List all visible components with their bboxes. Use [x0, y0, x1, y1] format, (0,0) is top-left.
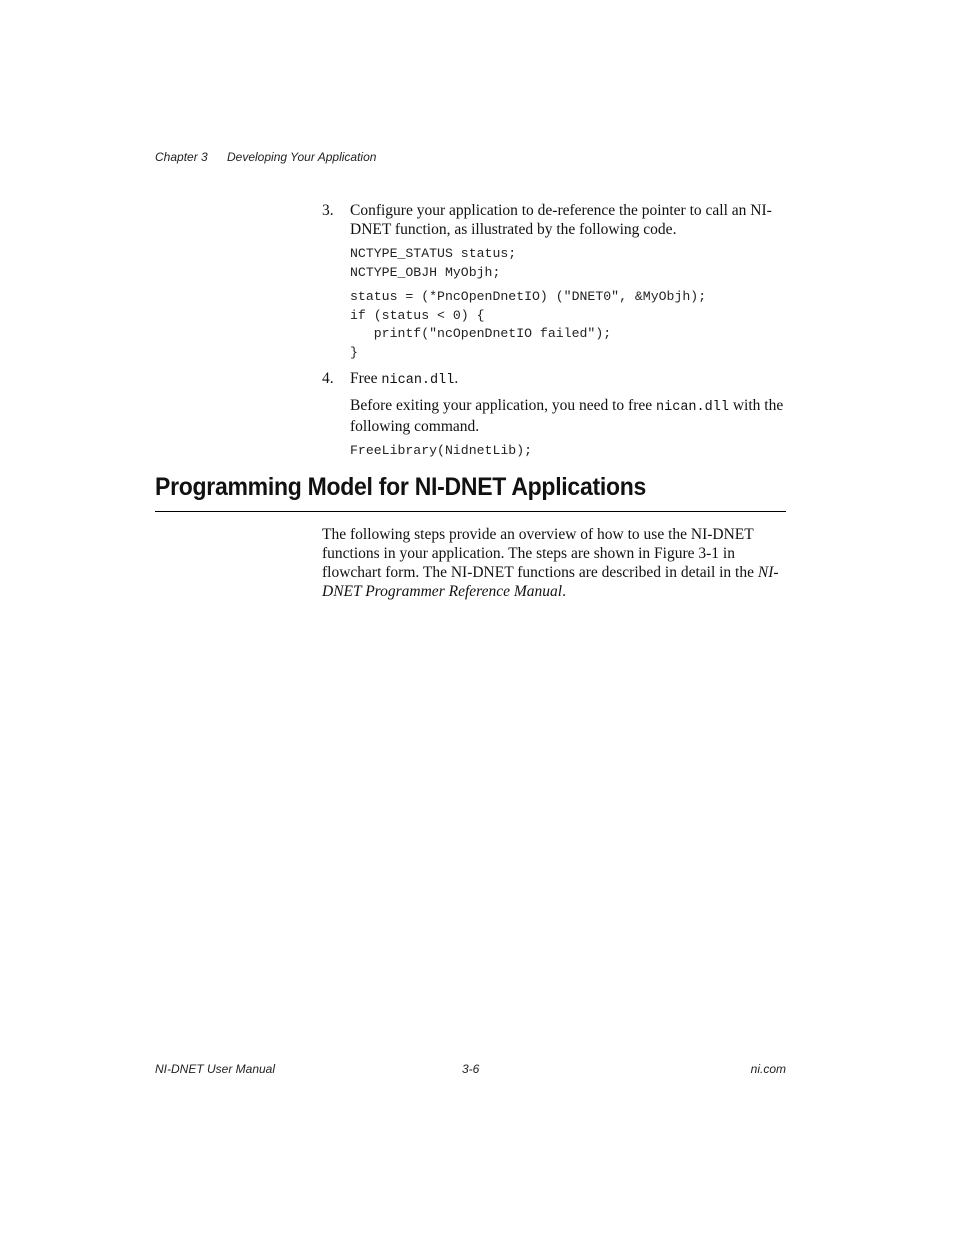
chapter-title: Developing Your Application [227, 150, 377, 164]
footer-website: ni.com [750, 1062, 786, 1076]
code-block-freelibrary: FreeLibrary(NidnetLib); [350, 443, 533, 458]
step-list [322, 201, 792, 461]
running-header [155, 150, 376, 164]
step-text-post: . [454, 370, 459, 387]
inline-code: nican.dll [381, 373, 455, 388]
step-3 [322, 201, 792, 362]
step-4 [322, 369, 792, 461]
step-number: 4. [322, 370, 334, 387]
inline-code: nican.dll [656, 400, 729, 415]
section-intro [322, 525, 782, 601]
paragraph-pre: Before exiting your application, you need to free [350, 397, 657, 414]
section-heading [155, 473, 786, 512]
section-heading-text: Programming Model for NI-DNET Applications [155, 473, 647, 501]
intro-end: . [562, 583, 566, 600]
step-text [350, 369, 792, 390]
code-block-declarations: NCTYPE_STATUS status; NCTYPE_OBJH MyObjh; [350, 246, 517, 280]
step-text: Configure your application to de-reference the pointer to call an NI-DNET function, as illustrated by the following code. [350, 202, 772, 238]
manual-title: NI-DNET Programmer Reference Manual [322, 564, 779, 600]
code-block-call: status = (*PncOpenDnetIO) ("DNET0", &MyObjh); if (status < 0) { printf("ncOpenDnetIO failed"); } [350, 289, 707, 360]
chapter-number: Chapter 3 [155, 150, 208, 164]
paragraph-post: with the following command. [350, 397, 784, 435]
footer-manual-name: NI-DNET User Manual [155, 1062, 276, 1076]
step-paragraph [350, 396, 792, 436]
intro-text: The following steps provide an overview of how to use the NI-DNET functions in your application. The steps are shown in Figure 3-1 in flowchart form. The NI-DNET functions are described in detail in the [322, 526, 758, 581]
step-text-pre: Free [350, 370, 382, 387]
page-number: 3-6 [462, 1062, 480, 1076]
step-number: 3. [322, 202, 334, 219]
